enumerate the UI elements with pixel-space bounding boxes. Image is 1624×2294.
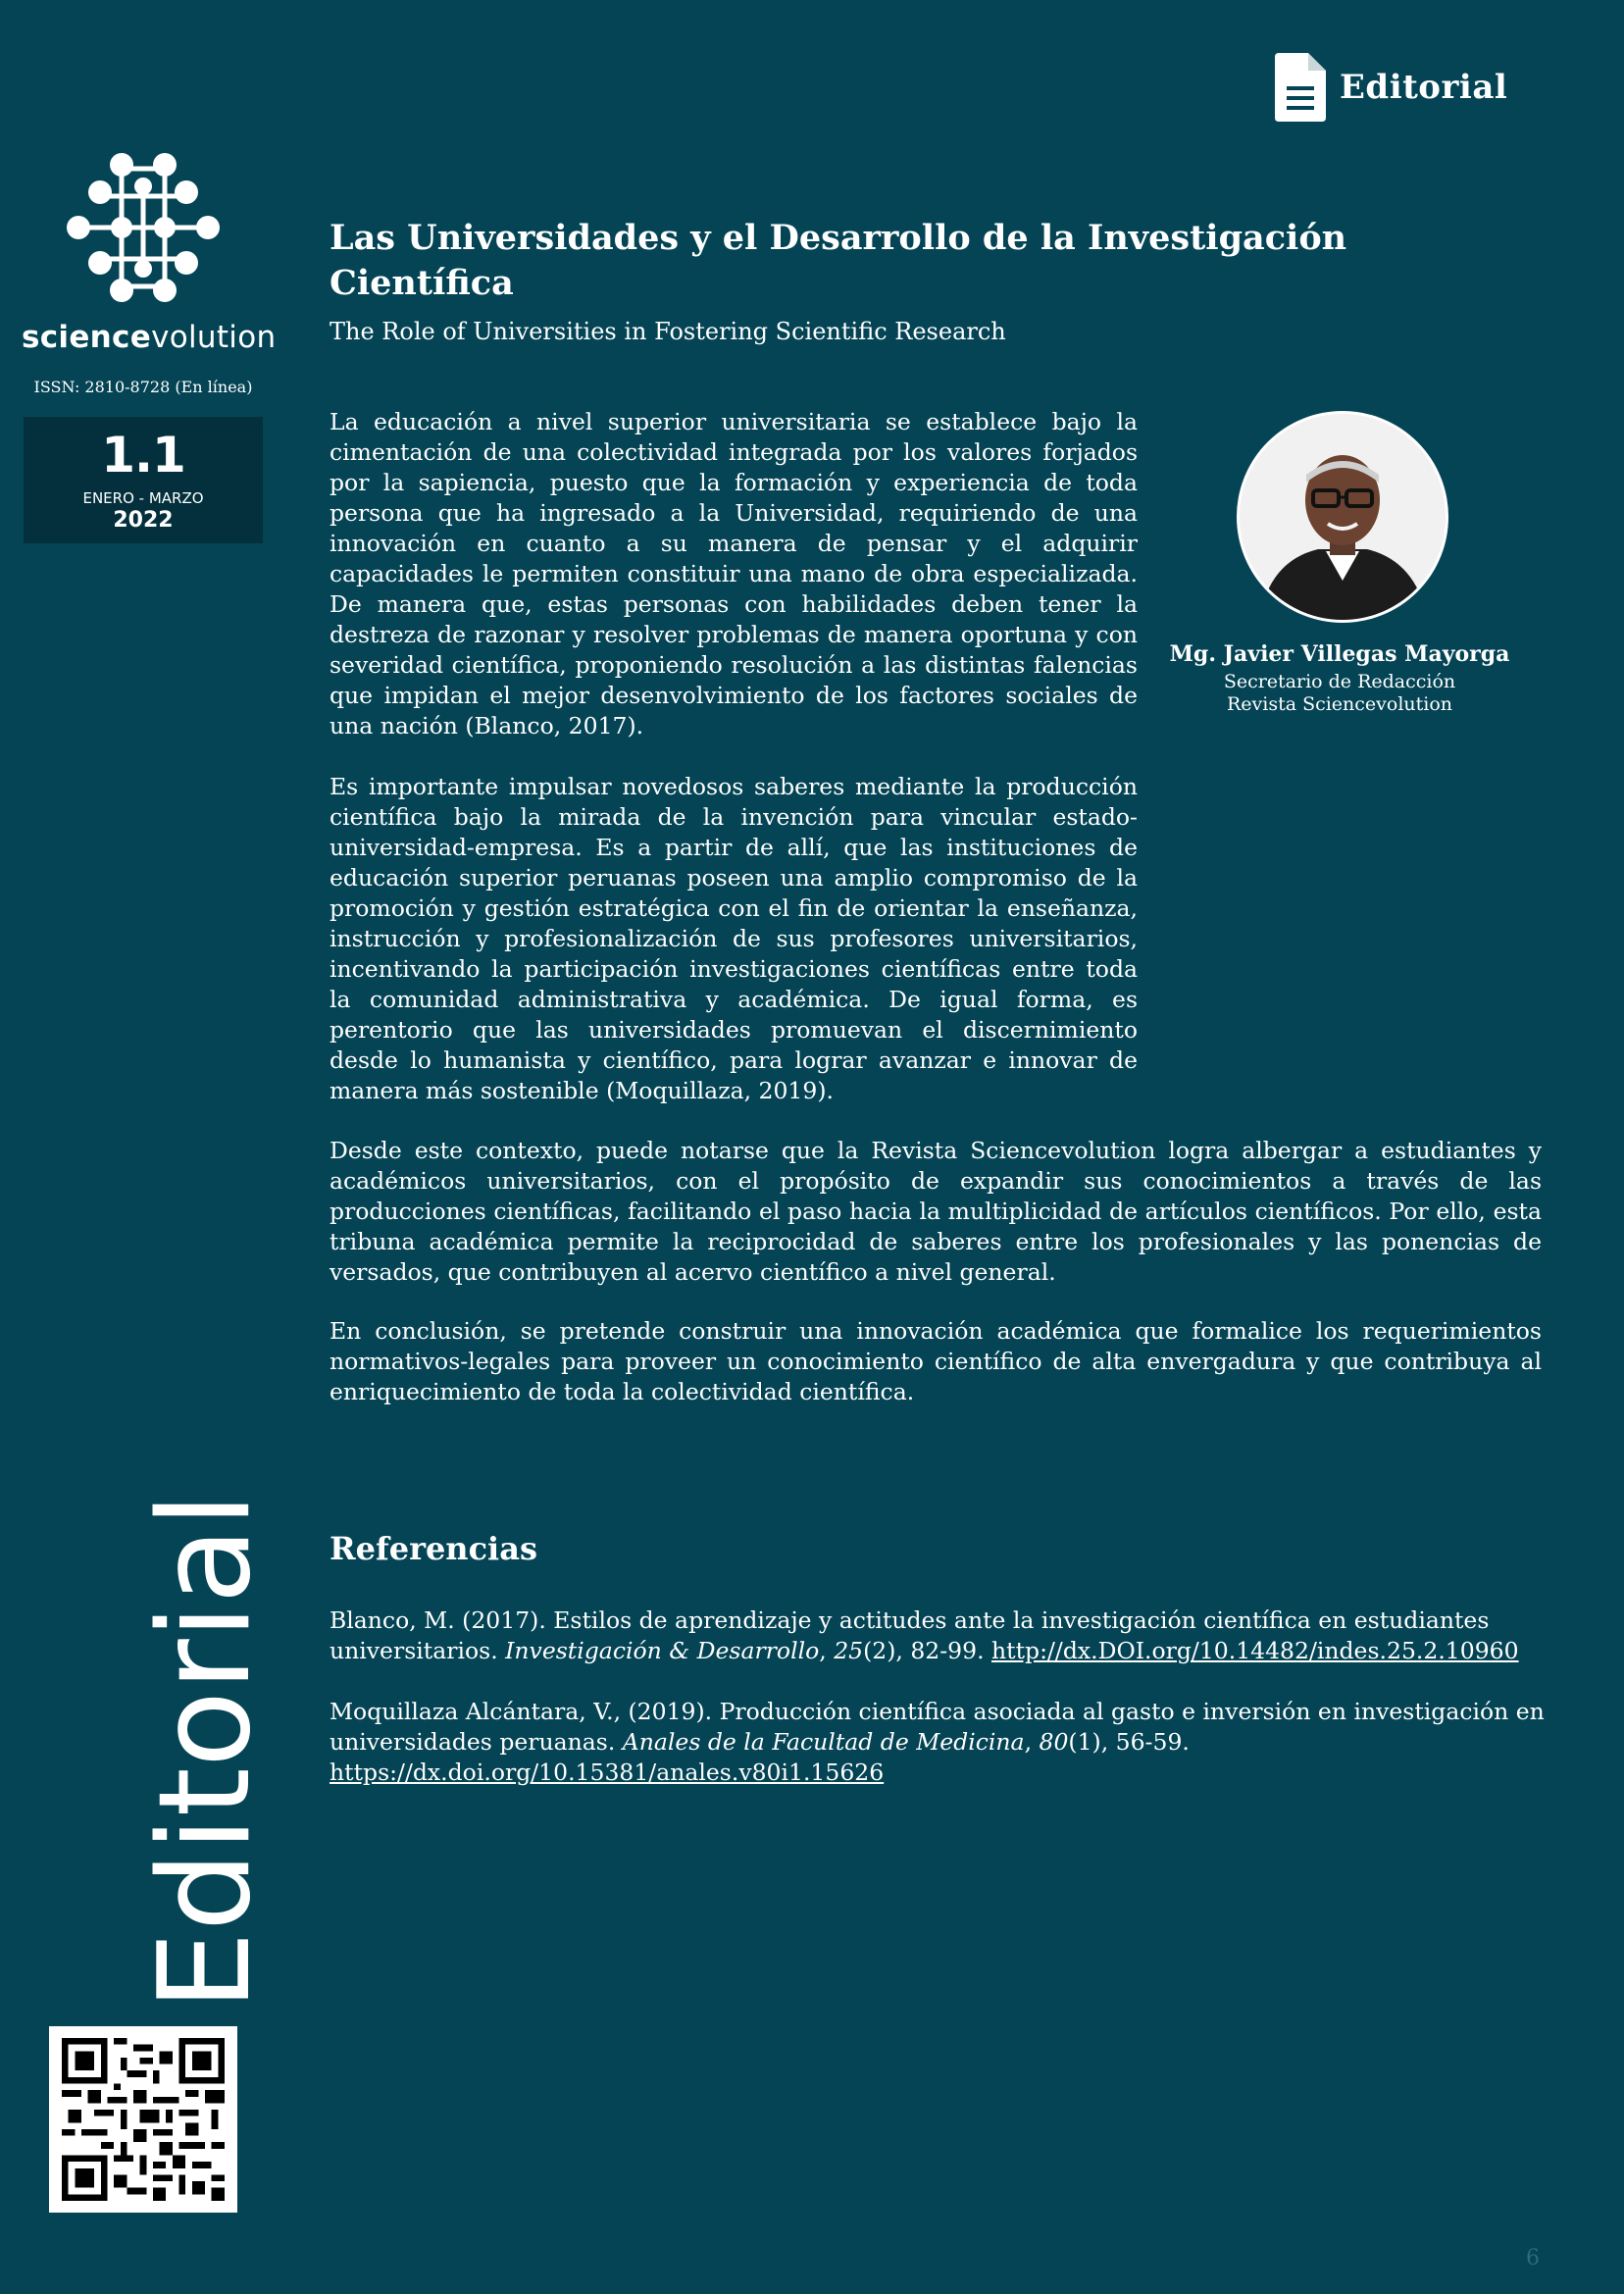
reference-1-journal: Investigación & Desarrollo (505, 1637, 820, 1664)
reference-1-text: Blanco, M. (2017). Estilos de aprendizaje y actitudes ante la investigación científica en estudiantes universitarios. (330, 1606, 1490, 1664)
reference-2-link[interactable]: https://dx.doi.org/10.15381/anales.v80i1.15626 (330, 1759, 885, 1786)
issue-box (24, 417, 263, 543)
reference-2-pages: (1), 56-59. (1068, 1728, 1190, 1756)
reference-1-sep: , (819, 1637, 835, 1664)
issue-year: 2022 (113, 508, 174, 533)
reference-2 (330, 1697, 1546, 1788)
wordmark-light: volution (151, 320, 277, 355)
reference-2-journal: Anales de la Facultad de Medicina (622, 1728, 1025, 1756)
reference-1-pages: (2), 82-99. (863, 1637, 992, 1664)
author-portrait-icon (1240, 414, 1446, 620)
author-organization: Revista Sciencevolution (1226, 693, 1453, 715)
sciencevolution-logo-icon (63, 147, 224, 308)
wordmark-bold: science (22, 320, 152, 355)
article-title: Las Universidades y el Desarrollo de la Investigación Científica (330, 218, 1347, 303)
issn-label: ISSN: 2810-8728 (En línea) (33, 378, 253, 396)
references-heading: Referencias (330, 1530, 537, 1567)
header-editorial-badge (1275, 53, 1507, 122)
issue-period: ENERO - MARZO (82, 489, 204, 507)
page-number: 6 (1526, 2246, 1540, 2270)
reference-1-volume: 25 (834, 1637, 864, 1664)
vertical-editorial-label: Editorial (132, 1492, 279, 2011)
header-editorial-label: Editorial (1340, 68, 1508, 107)
author-name: Mg. Javier Villegas Mayorga (1169, 641, 1510, 667)
reference-2-sep: , (1024, 1728, 1040, 1756)
document-icon (1275, 53, 1326, 122)
paragraph-4: En conclusión, se pretende construir una innovación académica que formalice los requerimientos normativos-legales para proveer un conocimiento científico de alta envergadura y que contribuya al enriquecimiento de toda la colectividad científica. (330, 1317, 1542, 1405)
reference-2-volume: 80 (1039, 1728, 1069, 1756)
author-photo (1237, 411, 1448, 623)
issue-number: 1.1 (101, 427, 185, 484)
qr-code (49, 2026, 237, 2213)
article-subtitle: The Role of Universities in Fostering Scientific Research (330, 318, 1006, 345)
reference-1-link[interactable]: http://dx.DOI.org/10.14482/indes.25.2.10960 (991, 1637, 1519, 1664)
qr-code-icon (61, 2038, 226, 2201)
paragraph-2: Es importante impulsar novedosos saberes mediante la producción científica bajo la mirada de la invención para vincular estado-universidad-empresa. Es a partir de allí, que las instituciones de educación superior peruanas poseen una amplio compromiso de la promoción y gestión estratégica con el fin de orientar la enseñanza, instrucción y profesionalización de sus profesores universitarios, incentivando la participación investigaciones científicas entre toda la comunidad administrativa y académica. De igual forma, es perentorio que las universidades promuevan el discernimiento desde lo humanista y científico, para lograr avanzar e innovar de manera más sostenible (Moquillaza, 2019). (330, 773, 1138, 1104)
author-role: Secretario de Redacción (1223, 671, 1456, 692)
reference-1 (330, 1606, 1546, 1666)
paragraph-1: La educación a nivel superior universitaria se establece bajo la cimentación de una colectividad integrada por los valores forjados por la sapiencia, puesto que la formación y experiencia de toda persona que ha ingresado a la Universidad, requiriendo de una innovación en cuanto a su manera de pensar y el adquirir capacidades le permiten constituir una mano de obra especializada. De manera que, estas personas con habilidades deben tener la destreza de razonar y resolver problemas de manera oportuna y con severidad científica, proponiendo resolución a las distintas falencias que impidan el mejor desenvolvimiento de los factores sociales de una nación (Blanco, 2017). (330, 408, 1138, 739)
reference-2-text: Moquillaza Alcántara, V., (2019). Producción científica asociada al gasto e inversión en investigación en universidades peruanas. (330, 1698, 1545, 1756)
sciencevolution-wordmark (22, 320, 276, 355)
paragraph-3: Desde este contexto, puede notarse que la Revista Sciencevolution logra albergar a estudiantes y académicos universitarios, con el propósito de expandir sus conocimientos a través de las producciones científicas, facilitando el paso hacia la multiplicidad de artículos científicos. Por ello, esta tribuna académica permite la reciprocidad de saberes entre los profesionales y las ponencias de versados, que contribuyen al acervo científico a nivel general. (330, 1137, 1542, 1286)
